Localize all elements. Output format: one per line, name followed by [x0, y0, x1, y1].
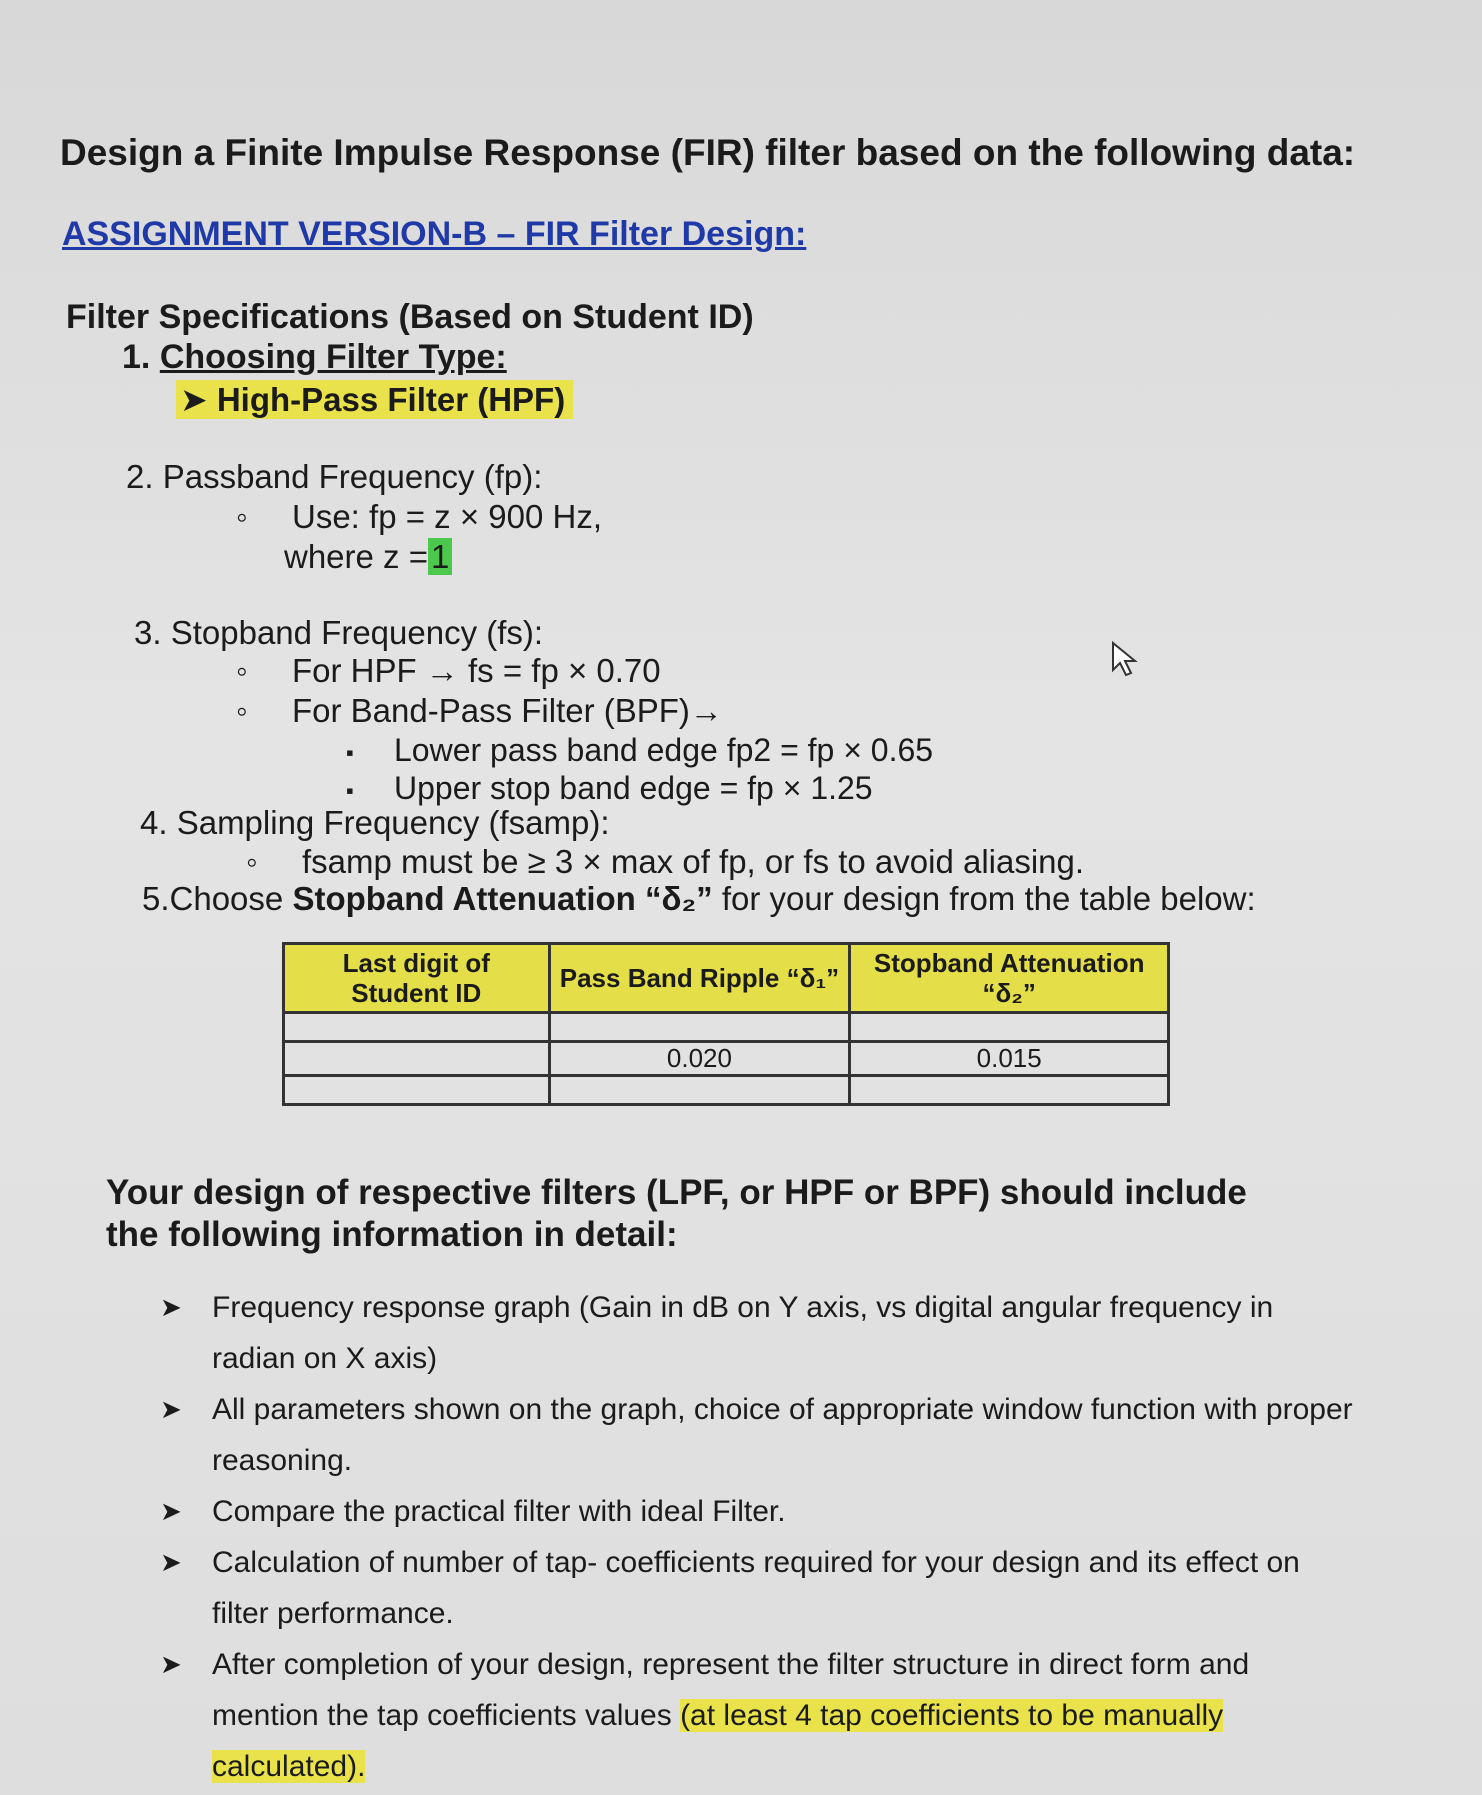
arrow-bullet-icon: ➤ [160, 1292, 182, 1322]
item-2-formula: Use: fp = z × 900 Hz, [292, 498, 602, 535]
item-5-prefix: 5.Choose [142, 880, 293, 917]
arrow-bullet-icon: ➤ [160, 1547, 182, 1577]
cell-student-id [284, 1042, 550, 1076]
item-2-number: 2. [126, 458, 154, 495]
table-cell [850, 1076, 1169, 1105]
table-row [284, 1042, 1169, 1076]
filter-type-value: High-Pass Filter (HPF) [216, 381, 566, 418]
item-3-hpf-text: For HPF → fs = fp × 0.70 [292, 652, 661, 689]
item-3-bpf-text: For Band-Pass Filter (BPF)→ [292, 692, 723, 729]
z-value: 1 [428, 538, 452, 575]
item-2-where [284, 538, 452, 576]
item-3-lower [346, 732, 933, 769]
list-item [160, 1486, 1360, 1537]
list-item [160, 1537, 1360, 1639]
item-2 [126, 458, 542, 496]
item-5 [142, 880, 1256, 918]
item-3-label: Stopband Frequency (fs): [170, 614, 544, 651]
item-3-upper-text: Upper stop band edge = fp × 1.25 [394, 770, 873, 806]
assignment-heading-link[interactable]: ASSIGNMENT VERSION-B – FIR Filter Design: [62, 215, 807, 253]
header-student-id: Last digit of Student ID [284, 944, 550, 1013]
cell-pass-band-ripple: 0.020 [549, 1042, 850, 1076]
list-item [160, 1384, 1360, 1486]
cell-stopband-attenuation: 0.015 [850, 1042, 1169, 1076]
item-4-label: Sampling Frequency (fsamp): [176, 804, 610, 841]
table-cell [284, 1013, 550, 1042]
header-stopband-attenuation: Stopband Attenuation “δ₂” [850, 944, 1169, 1013]
where-prefix: where z = [284, 538, 428, 575]
item-3-lower-text: Lower pass band edge fp2 = fp × 0.65 [394, 732, 934, 768]
item-4-note-text: fsamp must be ≥ 3 × max of fp, or fs to avoid aliasing. [302, 843, 1085, 880]
table-cell [284, 1076, 550, 1105]
item-2-use [236, 498, 602, 536]
table-header-row [284, 944, 1169, 1013]
item-4 [140, 804, 610, 842]
item-1-number: 1. [122, 338, 151, 376]
circle-bullet-icon: ◦ [236, 692, 248, 729]
item-4-note [246, 843, 1084, 881]
list-item [160, 1282, 1360, 1384]
item-3 [134, 614, 543, 652]
header-pass-band-ripple: Pass Band Ripple “δ₁” [549, 944, 850, 1013]
arrow-bullet-icon: ➤ [160, 1649, 182, 1679]
item-4-number: 4. [140, 804, 168, 841]
item-3-upper [346, 770, 873, 807]
arrow-bullet-icon: ➤ [160, 1394, 182, 1424]
item-3-hpf [236, 652, 661, 690]
filter-type-highlight [176, 380, 573, 419]
list-item-text: After completion of your design, represent the filter structure in direct form and mention the tap coefficients values [212, 1648, 1250, 1732]
circle-bullet-icon: ◦ [246, 843, 258, 880]
list-item [160, 1639, 1360, 1792]
document-title: Design a Finite Impulse Response (FIR) filter based on the following data: [60, 132, 1356, 173]
table-spacer-row [284, 1013, 1169, 1042]
item-1 [122, 338, 507, 377]
item-2-label: Passband Frequency (fp): [162, 458, 543, 495]
requirements-list [160, 1282, 1360, 1792]
circle-bullet-icon: ◦ [236, 498, 248, 535]
table-cell [549, 1076, 850, 1105]
attenuation-table [282, 942, 1170, 1106]
item-1-label: Choosing Filter Type: [159, 338, 507, 376]
specs-heading: Filter Specifications (Based on Student ID) [66, 298, 754, 336]
item-5-bold: Stopband Attenuation “δ₂” [292, 880, 713, 917]
highlighted-text: (at least 4 tap coefficients to be manually calculated). [212, 1699, 1224, 1783]
table-cell [549, 1013, 850, 1042]
list-item-text: All parameters shown on the graph, choice of appropriate window function with proper reasoning. [212, 1393, 1353, 1477]
item-3-number: 3. [134, 614, 162, 651]
table-spacer-row [284, 1076, 1169, 1105]
square-bullet-icon: ▪ [346, 739, 354, 765]
table-cell [850, 1013, 1169, 1042]
circle-bullet-icon: ◦ [236, 652, 248, 689]
arrow-bullet-icon: ➤ [180, 381, 217, 418]
list-item-text: Calculation of number of tap- coefficients required for your design and its effect on filter performance. [212, 1546, 1300, 1630]
list-item-text: Compare the practical filter with ideal Filter. [212, 1495, 786, 1528]
item-5-suffix: for your design from the table below: [712, 880, 1256, 917]
square-bullet-icon: ▪ [346, 777, 354, 803]
design-requirements-heading: Your design of respective filters (LPF, or HPF or BPF) should include the following information in detail: [106, 1173, 1247, 1254]
list-item-text: Frequency response graph (Gain in dB on Y axis, vs digital angular frequency in radian on X axis) [212, 1291, 1274, 1375]
mouse-cursor-icon [1110, 640, 1144, 683]
arrow-bullet-icon: ➤ [160, 1496, 182, 1526]
item-3-bpf [236, 692, 723, 730]
